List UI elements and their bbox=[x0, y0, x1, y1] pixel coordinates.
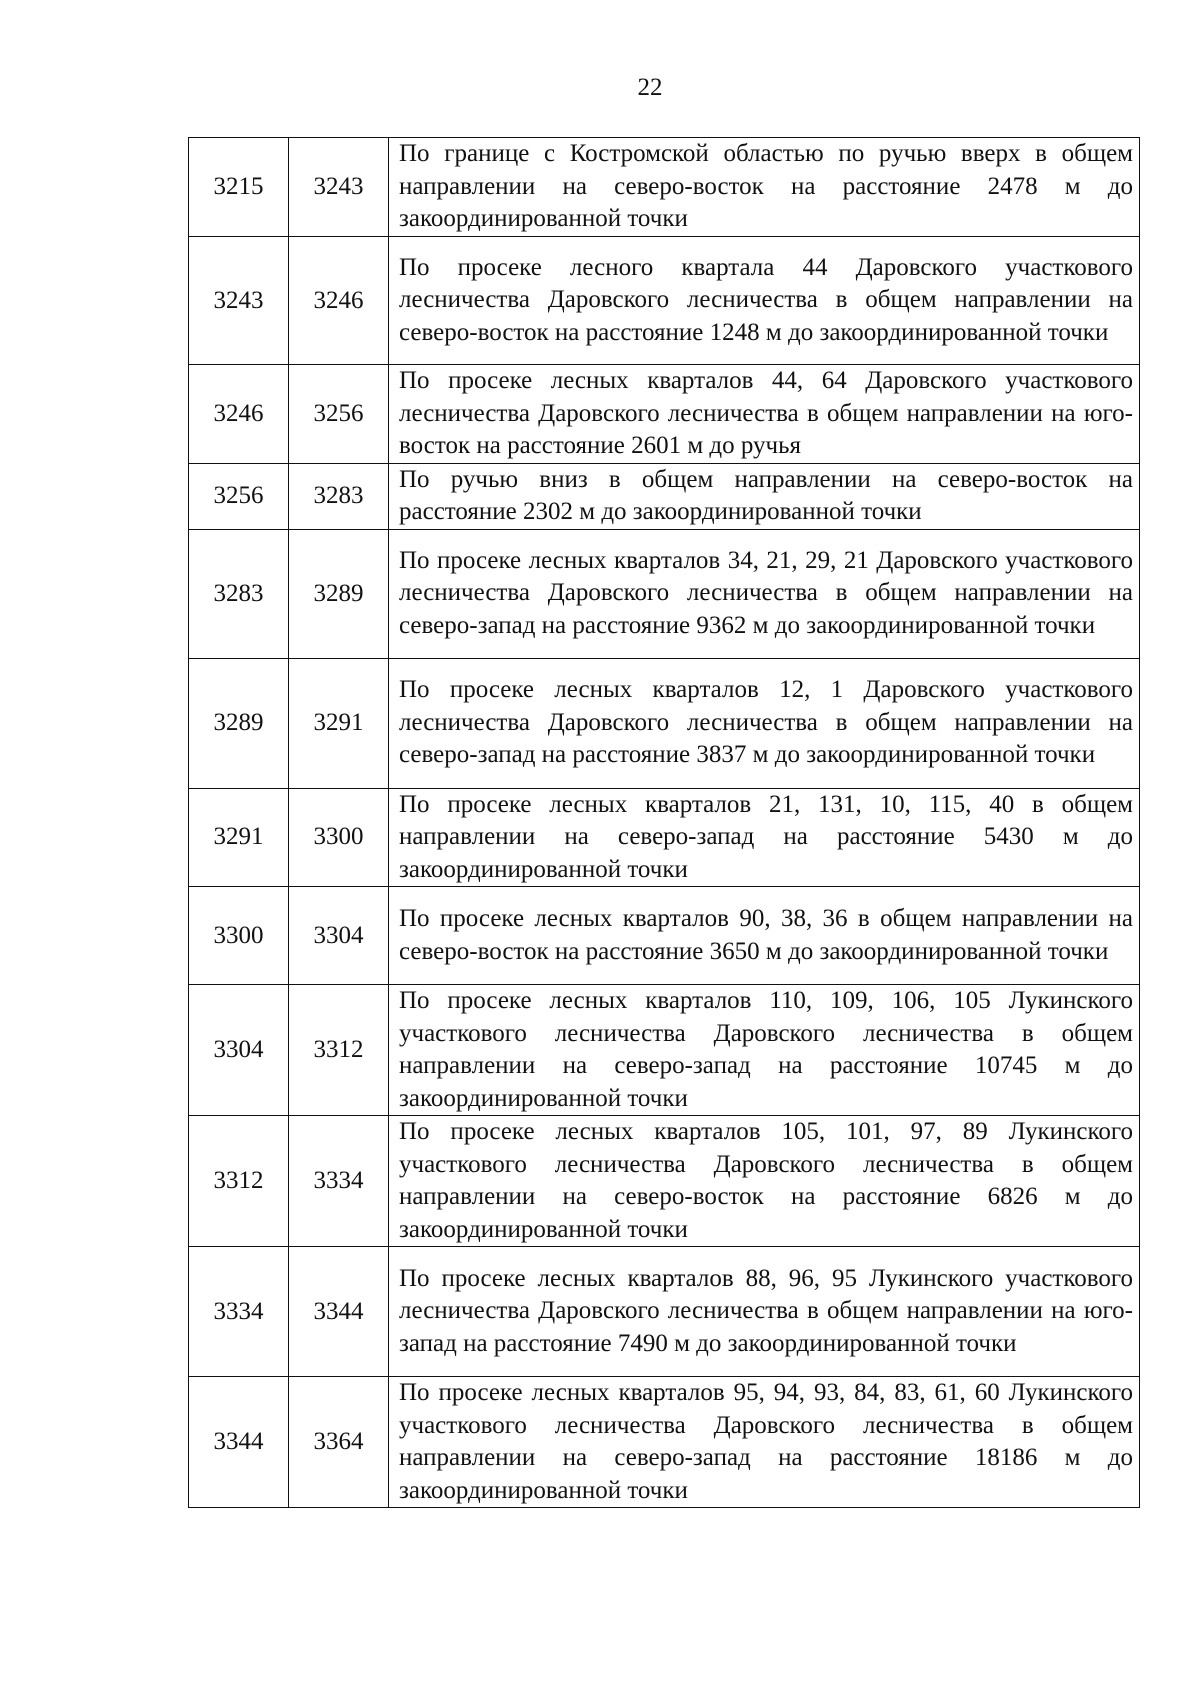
point-from: 3283 bbox=[189, 529, 289, 658]
point-from: 3289 bbox=[189, 658, 289, 788]
boundary-description: По просеке лесных кварталов 34, 21, 29, 21 Даровского участкового лесничества Даровского лесничества в общем направлении на северо-запад на расстояние 9362 м до закоординированной точки bbox=[389, 529, 1140, 658]
table-row bbox=[189, 463, 1140, 529]
point-from: 3304 bbox=[189, 985, 289, 1116]
point-to: 3289 bbox=[289, 529, 389, 658]
point-to: 3334 bbox=[289, 1116, 389, 1247]
point-from: 3344 bbox=[189, 1377, 289, 1508]
boundary-description: По ручью вниз в общем направлении на северо-восток на расстояние 2302 м до закоординированной точки bbox=[389, 463, 1140, 529]
point-to: 3312 bbox=[289, 985, 389, 1116]
table-row bbox=[189, 1247, 1140, 1377]
table-row bbox=[189, 529, 1140, 658]
page-number: 22 bbox=[637, 74, 663, 101]
table-row bbox=[189, 1116, 1140, 1247]
boundary-description: По просеке лесных кварталов 105, 101, 97, 89 Лукинского участкового лесничества Даровского лесничества в общем направлении на северо-восток на расстояние 6826 м до закоординированной точки bbox=[389, 1116, 1140, 1247]
table-row bbox=[189, 788, 1140, 887]
table-row bbox=[189, 1377, 1140, 1508]
point-from: 3243 bbox=[189, 237, 289, 365]
boundary-description: По просеке лесных кварталов 110, 109, 106, 105 Лукинского участкового лесничества Даровского лесничества в общем направлении на северо-запад на расстояние 10745 м до закоординированной точки bbox=[389, 985, 1140, 1116]
point-from: 3300 bbox=[189, 887, 289, 985]
point-to: 3364 bbox=[289, 1377, 389, 1508]
point-to: 3256 bbox=[289, 365, 389, 464]
point-to: 3300 bbox=[289, 788, 389, 887]
point-from: 3256 bbox=[189, 463, 289, 529]
boundary-description: По границе с Костромской областью по ручью вверх в общем направлении на северо-восток на расстояние 2478 м до закоординированной точки bbox=[389, 138, 1140, 237]
point-from: 3291 bbox=[189, 788, 289, 887]
point-to: 3283 bbox=[289, 463, 389, 529]
boundary-description: По просеке лесных кварталов 44, 64 Даровского участкового лесничества Даровского лесничества в общем направлении на юго-восток на расстояние 2601 м до ручья bbox=[389, 365, 1140, 464]
boundary-description: По просеке лесных кварталов 90, 38, 36 в общем направлении на северо-восток на расстояние 3650 м до закоординированной точки bbox=[389, 887, 1140, 985]
table-row bbox=[189, 658, 1140, 788]
point-to: 3246 bbox=[289, 237, 389, 365]
table-row bbox=[189, 985, 1140, 1116]
table-row bbox=[189, 365, 1140, 464]
boundary-description: По просеке лесного квартала 44 Даровского участкового лесничества Даровского лесничества в общем направлении на северо-восток на расстояние 1248 м до закоординированной точки bbox=[389, 237, 1140, 365]
point-from: 3312 bbox=[189, 1116, 289, 1247]
point-to: 3344 bbox=[289, 1247, 389, 1377]
point-to: 3291 bbox=[289, 658, 389, 788]
boundary-description: По просеке лесных кварталов 12, 1 Даровского участкового лесничества Даровского лесничества в общем направлении на северо-запад на расстояние 3837 м до закоординированной точки bbox=[389, 658, 1140, 788]
table-row bbox=[189, 138, 1140, 237]
point-to: 3243 bbox=[289, 138, 389, 237]
point-from: 3334 bbox=[189, 1247, 289, 1377]
point-to: 3304 bbox=[289, 887, 389, 985]
table-row bbox=[189, 237, 1140, 365]
boundary-table bbox=[188, 137, 1140, 1508]
point-from: 3215 bbox=[189, 138, 289, 237]
point-from: 3246 bbox=[189, 365, 289, 464]
boundary-description: По просеке лесных кварталов 95, 94, 93, 84, 83, 61, 60 Лукинского участкового лесничества Даровского лесничества в общем направлении на северо-запад на расстояние 18186 м до закоординированной точки bbox=[389, 1377, 1140, 1508]
boundary-description: По просеке лесных кварталов 21, 131, 10, 115, 40 в общем направлении на северо-запад на расстояние 5430 м до закоординированной точки bbox=[389, 788, 1140, 887]
boundary-description: По просеке лесных кварталов 88, 96, 95 Лукинского участкового лесничества Даровского лесничества в общем направлении на юго-запад на расстояние 7490 м до закоординированной точки bbox=[389, 1247, 1140, 1377]
table-row bbox=[189, 887, 1140, 985]
